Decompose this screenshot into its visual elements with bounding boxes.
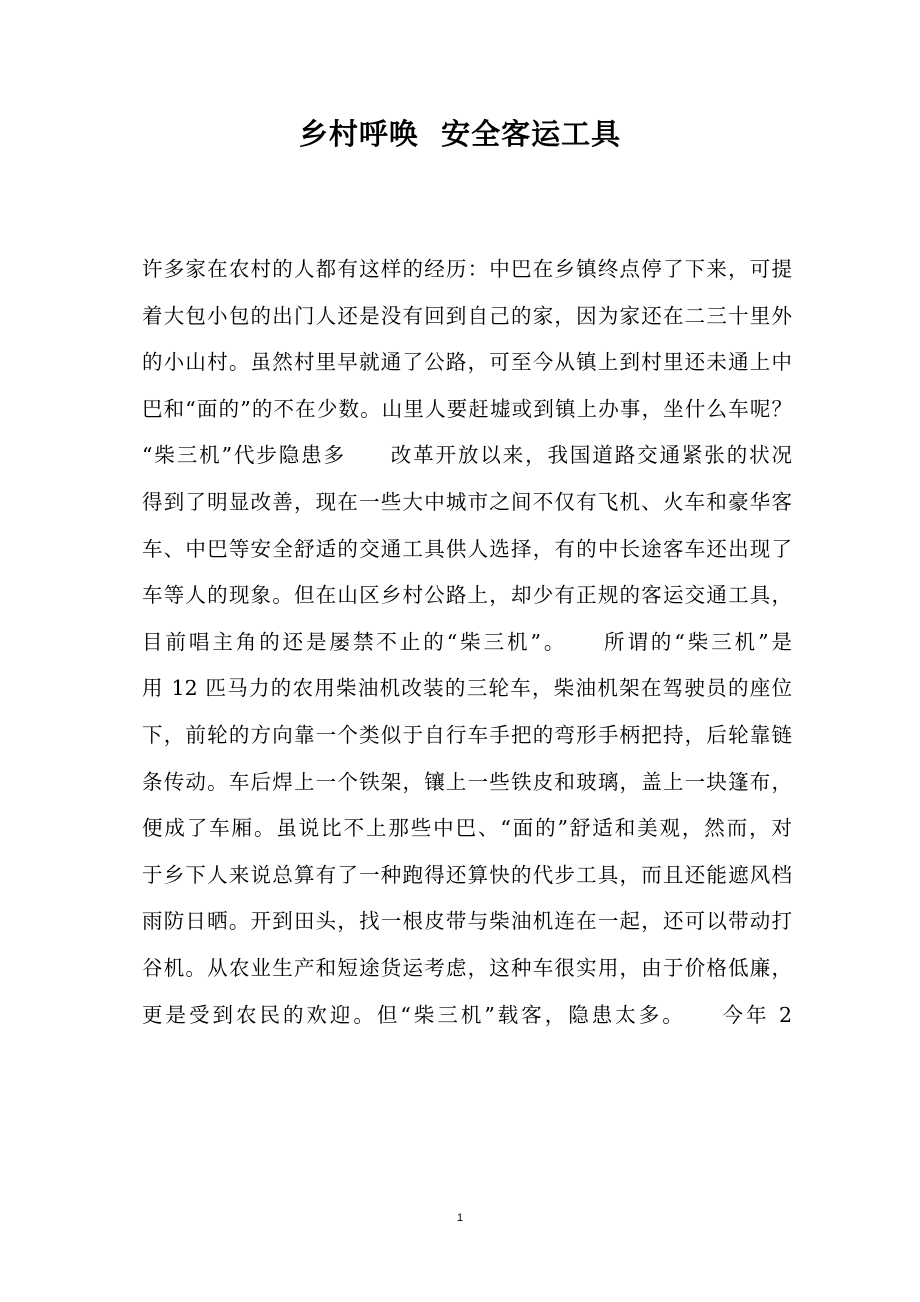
body-line: 条传动。车后焊上一个铁架，镶上一些铁皮和玻璃，盖上一块篷布， <box>142 769 792 794</box>
document-title: 乡村呼唤 安全客运工具 <box>298 117 622 151</box>
body-line: 更是受到农民的欢迎。但“柴三机”载客，隐患太多。 今年 2 <box>142 1002 792 1027</box>
body-line: 巴和“面的”的不在少数。山里人要赶墟或到镇上办事，坐什么车呢？ <box>142 396 792 421</box>
body-line: 谷机。从农业生产和短途货运考虑，这种车很实用，由于价格低廉， <box>142 955 792 980</box>
body-line: 的小山村。虽然村里早就通了公路，可至今从镇上到村里还未通上中 <box>142 350 792 375</box>
body-line: 便成了车厢。虽说比不上那些中巴、“面的”舒适和美观，然而，对 <box>142 816 792 841</box>
page-number: 1 <box>456 1212 464 1224</box>
body-line: 着大包小包的出门人还是没有回到自己的家，因为家还在二三十里外 <box>142 303 792 328</box>
body-line: 于乡下人来说总算有了一种跑得还算快的代步工具，而且还能遮风档 <box>142 862 792 887</box>
body-line: “柴三机”代步隐患多 改革开放以来，我国道路交通紧张的状况 <box>142 443 792 468</box>
body-line: 用 12 匹马力的农用柴油机改装的三轮车，柴油机架在驾驶员的座位 <box>142 676 792 701</box>
body-line: 目前唱主角的还是屡禁不止的“柴三机”。 所谓的“柴三机”是 <box>142 629 792 654</box>
body-line: 得到了明显改善，现在一些大中城市之间不仅有飞机、火车和豪华客 <box>142 489 792 514</box>
body-line: 许多家在农村的人都有这样的经历：中巴在乡镇终点停了下来，可提 <box>142 257 792 281</box>
body-line: 雨防日晒。开到田头，找一根皮带与柴油机连在一起，还可以带动打 <box>142 909 792 934</box>
body-line: 车等人的现象。但在山区乡村公路上，却少有正规的客运交通工具， <box>142 583 792 608</box>
body-line: 车、中巴等安全舒适的交通工具供人选择，有的中长途客车还出现了 <box>142 536 792 561</box>
body-line: 下，前轮的方向靠一个类似于自行车手把的弯形手柄把持，后轮靠链 <box>142 722 792 747</box>
document-body <box>142 246 792 1038</box>
